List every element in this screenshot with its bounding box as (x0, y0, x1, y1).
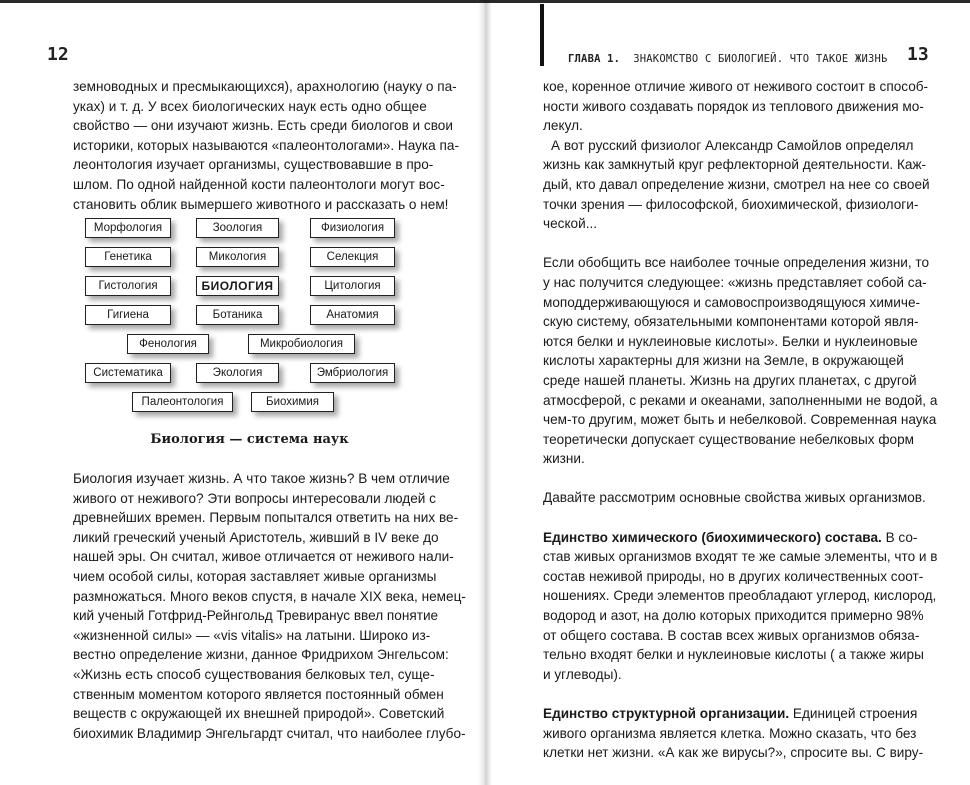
text-line: земноводных и пресмыкающихся), арахнологию (науку о па- (73, 79, 457, 94)
text-line (543, 528, 918, 548)
text-line: кислоты характерны для жизни на Земле, в окружающей (543, 353, 904, 369)
text-fragment: В со- (881, 529, 918, 545)
text-line: ности живого создавать порядок из теплового движения мо- (543, 98, 924, 114)
box-botany: Ботаника (196, 305, 279, 325)
text-line: дый, кто давал определение жизни, смотрел на нее со своей (543, 176, 930, 192)
text-line: ческой... (543, 216, 598, 232)
box-histology: Гистология (85, 276, 171, 296)
text-line: кий ученый Готфрид-Рейнгольд Тревиранус ввел понятие (73, 608, 439, 624)
text-line: становить облик вымершего животного и рассказать о нем! (73, 196, 449, 212)
text-line: шлом. По одной найденной кости палеонтологи могут вос- (73, 176, 445, 192)
text-line: леонтология изучает организмы, существовавшие в про- (73, 157, 434, 173)
box-anatomy: Анатомия (310, 305, 395, 325)
text-line: моподдерживающуюся и самовоспроизводящуюся химиче- (543, 294, 921, 310)
box-mycology: Микология (196, 247, 279, 267)
running-head-title: ЗНАКОМСТВО С БИОЛОГИЕЙ. ЧТО ТАКОЕ ЖИЗНЬ (633, 53, 888, 65)
text-line: живого от неживого? Эти вопросы интересовали людей с (73, 490, 436, 506)
text-line: Давайте рассмотрим основные свойства живых организмов. (543, 490, 926, 506)
text-line: древнейших времен. Первым попытался ответить на них ве- (73, 510, 459, 526)
text-line: живого организма является клетка. Можно сказать, что без (543, 725, 917, 741)
text-line: уках) и т. д. У всех биологических наук есть одно общее (73, 98, 427, 114)
text-line: Если обобщить все наиболее точные определения жизни, то (543, 255, 930, 271)
text-line: Биология изучает жизнь. А что такое жизнь? В чем отличие (73, 471, 450, 486)
box-hygiene: Гигиена (85, 305, 171, 325)
box-genetics: Генетика (85, 247, 171, 267)
text-fragment: Единицей строения (789, 706, 918, 721)
box-selection: Селекция (310, 247, 395, 267)
box-embryology: Эмбриология (310, 363, 395, 383)
text-line: жизни. (543, 451, 585, 467)
text-line: веществ с окружающей их внешней природой». Советский (73, 706, 445, 722)
box-ecology: Экология (196, 363, 279, 383)
left-page-number: 12 (47, 44, 69, 65)
text-line: от общего состава. В состав всех живых организмов обяза- (543, 627, 920, 643)
text-line: «жизненной силы» — «vis vitalis» на латыни. Широко из- (73, 627, 431, 643)
text-line: нашей эры. Он считал, живое отличается от неживого нали- (73, 549, 454, 565)
text-line: ются белки и нуклеиновые кислоты». Белки и нуклеиновые (543, 333, 918, 349)
text-line: биохимик Владимир Энгельгардт считал, что наиболее глубо- (73, 725, 466, 741)
box-cytology: Цитология (310, 276, 395, 296)
text-line: состав неживой природы, но в других количественных соот- (543, 568, 924, 584)
text-line: тельно входят белки и нуклеиновые кислоты ( а также жиры (543, 647, 924, 663)
box-biology-main: БИОЛОГИЯ (196, 276, 279, 296)
box-morphology: Морфология (85, 218, 171, 238)
text-line: среде нашей планеты. Жизнь на других планетах, с другой (543, 372, 917, 388)
text-line (543, 704, 918, 724)
right-column (543, 77, 938, 763)
left-top-paragraph (73, 77, 459, 214)
box-biochemistry: Биохимия (251, 392, 334, 412)
box-systematics: Систематика (85, 363, 171, 383)
box-microbiology: Микробиология (248, 334, 355, 354)
text-line: свойство — они изучают жизнь. Есть среди биологов и свои (73, 118, 453, 134)
right-page-number: 13 (907, 44, 929, 65)
box-zoology: Зоология (196, 218, 279, 238)
text-line: вестно определение жизни, данное Фридрихом Энгельсом: (73, 647, 449, 663)
text-line: «Жизнь есть способ существования белковых тел, суще- (73, 666, 435, 682)
text-line: жизнь как замкнутый круг рефлекторной деятельности. Каж- (543, 157, 927, 173)
section-heading-structural-unity: Единство структурной организации. (543, 706, 790, 721)
text-line: теоретически допускает существование небелковых форм (543, 431, 915, 447)
box-physiology: Физиология (310, 218, 395, 238)
text-line: и углеводы). (543, 666, 622, 682)
text-line: скую систему, обязательными компонентами которой явля- (543, 314, 919, 330)
running-head (568, 53, 888, 65)
text-line: чием особой силы, которая заставляет живые организмы (73, 568, 437, 584)
text-line: у нас получится следующее: «жизнь представляет собой са- (543, 274, 927, 290)
text-line: А вот русский физиолог Александр Самойлов определял (551, 137, 914, 153)
diagram-caption: Биология — система наук (150, 432, 349, 447)
box-phenology: Фенология (127, 334, 209, 354)
text-line: ликий греческий ученый Аристотель, живший в IV веке до (73, 529, 439, 545)
text-line: кое, коренное отличие живого от неживого состоит в способ- (543, 79, 929, 94)
text-line: историки, которых называются «палеонтологами». Наука па- (73, 137, 459, 153)
running-head-chapter: ГЛАВА 1. (568, 53, 621, 65)
section-heading-chemical-unity: Единство химического (биохимического) состава. (543, 529, 882, 545)
box-paleontology: Палеонтология (132, 392, 233, 412)
text-line: клетки нет жизни. «А как же вирусы?», спросите вы. С виру- (543, 745, 924, 761)
text-line: став живых организмов входят те же самые элементы, что и в (543, 549, 938, 565)
text-line: атмосферой, с реками и океанами, заполненными не водой, а (543, 392, 938, 408)
left-bottom-paragraph (73, 469, 466, 743)
text-line: ношениях. Среди элементов преобладают углерод, кислород, (543, 588, 937, 604)
text-line: лекул. (543, 118, 583, 134)
text-line: чем-то другим, может быть и небелковой. Современная наука (543, 412, 937, 428)
text-line: точки зрения — философской, биохимической, физиологи- (543, 196, 919, 212)
book-gutter (478, 0, 492, 785)
text-line: размножаться. Много веков спустя, в начале XIX века, немец- (73, 588, 466, 604)
text-line: ственным моментом которого является постоянный обмен (73, 686, 444, 702)
chapter-marker-bar (540, 4, 544, 66)
text-line: водород и азот, на долю которых приходится примерно 98% (543, 608, 924, 624)
